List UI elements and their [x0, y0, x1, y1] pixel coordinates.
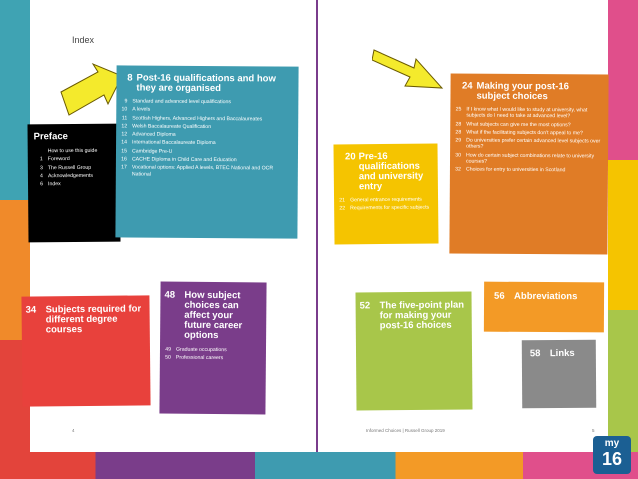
- entry-title: Standard and advanced level qualifications: [132, 98, 232, 106]
- entry-title: A levels: [132, 106, 151, 113]
- career-section[interactable]: [159, 282, 266, 415]
- making-choices-heading: [452, 81, 604, 102]
- entry-title: Acknowledgements: [47, 172, 93, 180]
- entry-title: What subjects can give me the most options?: [466, 121, 571, 128]
- entry-page-number: 6: [40, 181, 44, 188]
- making-choices-entry[interactable]: [452, 138, 604, 152]
- entry-title: Index: [47, 181, 61, 188]
- career-list: [162, 347, 262, 362]
- preface-entry[interactable]: [34, 164, 116, 171]
- entry-page-number: 25: [455, 106, 462, 113]
- entry-title: Scottish Highers, Advanced Highers and Baccalaureates: [132, 115, 263, 122]
- post16-entry[interactable]: [118, 98, 292, 106]
- entry-title: Foreword: [47, 156, 70, 163]
- entry-page-number: 14: [121, 139, 128, 146]
- preface-entry[interactable]: [34, 148, 116, 155]
- making-choices-entry[interactable]: [452, 121, 604, 128]
- post16-entry[interactable]: [118, 107, 292, 115]
- arrow-icon-right: [372, 42, 446, 92]
- entry-page-number: 15: [121, 148, 128, 155]
- subjects-required-heading: [26, 304, 145, 335]
- entry-page-number: 28: [455, 129, 462, 136]
- entry-page-number: 11: [121, 114, 128, 122]
- post16-entry[interactable]: [118, 148, 292, 156]
- post16-entry[interactable]: [118, 123, 292, 131]
- post16-entry[interactable]: [118, 165, 292, 179]
- entry-page-number: 10: [121, 106, 128, 113]
- entry-title: How to use this guide: [47, 147, 98, 155]
- entry-page-number: [34, 148, 48, 154]
- entry-title: Vocational options: Applied A levels, BTEC National and OCR National: [131, 164, 274, 178]
- links-title: Links: [549, 347, 575, 360]
- making-choices-entry[interactable]: [452, 152, 604, 166]
- pre16-title: Pre-16 qualifications and university entry: [358, 150, 424, 193]
- links-page-number: 58: [529, 348, 541, 360]
- entry-page-number: 17: [121, 164, 127, 171]
- entry-page-number: 12: [121, 123, 128, 130]
- preface-entry[interactable]: [34, 173, 116, 180]
- entry-page-number: 16: [121, 156, 127, 163]
- post16-page-number: 8: [127, 72, 133, 84]
- fivepoint-heading: [360, 301, 468, 332]
- pre16-entry[interactable]: [336, 196, 434, 203]
- entry-title: What if the facilitating subjects don't appeal to me?: [466, 129, 583, 137]
- fivepoint-title: The five-point plan for making your post-16 choices: [379, 299, 465, 332]
- entry-title: Do universities prefer certain advanced level subjects over others?: [466, 137, 601, 151]
- career-page-number: 48: [164, 289, 176, 301]
- pre16-heading: [336, 151, 434, 192]
- pre16-entry[interactable]: [336, 205, 434, 212]
- entry-page-number: 28: [455, 121, 462, 128]
- background-block-pink: [608, 0, 638, 160]
- entry-page-number: 50: [165, 354, 171, 361]
- entry-page-number: 3: [39, 164, 43, 171]
- subjects-required-title: Subjects required for different degree courses: [45, 303, 142, 336]
- making-choices-title: Making your post-16 subject choices: [476, 80, 569, 103]
- logo-line-1: my: [604, 438, 620, 449]
- background-block-teal: [0, 0, 30, 200]
- index-tab-label: Index: [72, 35, 95, 45]
- post16-entry[interactable]: [118, 140, 292, 148]
- entry-title: Professional careers: [175, 354, 224, 362]
- post16-list: [118, 98, 293, 178]
- abbreviations-page-number: 56: [494, 290, 505, 302]
- making-choices-section[interactable]: [449, 73, 608, 254]
- pre16-section[interactable]: [333, 143, 438, 244]
- entry-title: Graduate occupations: [175, 346, 227, 354]
- career-heading: [164, 291, 262, 342]
- entry-page-number: 30: [455, 152, 462, 159]
- logo-line-2: 16: [601, 449, 623, 469]
- preface-entry[interactable]: [34, 156, 116, 163]
- entry-title: Choices for entry to universities in Scotland: [465, 166, 566, 174]
- links-section[interactable]: [522, 340, 596, 409]
- entry-title: Requirements for specific subjects: [350, 204, 430, 212]
- making-choices-entry[interactable]: [452, 106, 604, 120]
- entry-title: General entrance requirements: [350, 196, 422, 204]
- career-entry[interactable]: [162, 355, 262, 362]
- preface-section[interactable]: [27, 124, 120, 243]
- left-page-folio: 4: [72, 428, 75, 433]
- subjects-required-page-number: 34: [25, 304, 37, 316]
- abbreviations-section[interactable]: [484, 282, 604, 333]
- right-page-footer: Informed Choices | Russell Group 2019: [366, 428, 445, 433]
- right-page-folio: 5: [592, 428, 595, 433]
- making-choices-entry[interactable]: [452, 129, 604, 136]
- making-choices-list: [452, 106, 604, 174]
- entry-title: CACHE Diploma in Child Care and Education: [131, 156, 237, 164]
- pre16-list: [336, 196, 434, 212]
- entry-page-number: 12: [121, 131, 128, 138]
- subjects-required-section[interactable]: [21, 295, 150, 406]
- entry-page-number: 32: [455, 166, 461, 173]
- entry-page-number: 49: [165, 346, 172, 353]
- preface-entry[interactable]: [34, 181, 116, 188]
- post16-entry[interactable]: [118, 156, 292, 164]
- entry-title: If I know what I would like to study at university, what subjects do I need to take at advanced level?: [466, 106, 588, 120]
- entry-title: Cambridge Pre-U: [131, 148, 173, 155]
- entry-title: Welsh Baccalaureate Qualification: [132, 123, 212, 130]
- entry-title: How do certain subject combinations relate to university courses?: [465, 152, 595, 165]
- entry-page-number: 4: [40, 173, 43, 180]
- entry-title: The Russell Group: [47, 164, 92, 171]
- links-heading: [530, 349, 592, 359]
- career-entry[interactable]: [162, 347, 262, 354]
- post16-heading: [118, 73, 292, 94]
- post16-entry[interactable]: [118, 115, 292, 123]
- entry-page-number: 21: [339, 197, 346, 204]
- fivepoint-page-number: 52: [359, 300, 371, 312]
- making-choices-entry[interactable]: [452, 167, 604, 174]
- entry-page-number: 29: [455, 137, 462, 144]
- career-title: How subject choices can affect your future career options: [184, 289, 243, 342]
- fivepoint-section[interactable]: [355, 291, 472, 410]
- abbreviations-heading: [494, 292, 600, 303]
- entry-page-number: 9: [124, 98, 128, 105]
- post16-title: Post-16 qualifications and how they are organised: [136, 72, 276, 95]
- post16-section[interactable]: [115, 65, 298, 238]
- pre16-page-number: 20: [344, 151, 356, 163]
- post16-entry[interactable]: [118, 132, 292, 140]
- preface-list: [34, 148, 116, 188]
- background-block-yellow: [608, 160, 638, 310]
- background-block-bottom: [0, 452, 638, 479]
- abbreviations-title: Abbreviations: [514, 290, 578, 303]
- entry-page-number: 1: [39, 156, 43, 163]
- entry-title: Advanced Diploma: [132, 131, 176, 138]
- my16-logo: [593, 436, 631, 474]
- preface-title: Preface: [33, 131, 68, 143]
- making-choices-page-number: 24: [461, 80, 473, 92]
- entry-page-number: 22: [339, 205, 346, 212]
- entry-title: International Baccalaureate Diploma: [132, 139, 216, 147]
